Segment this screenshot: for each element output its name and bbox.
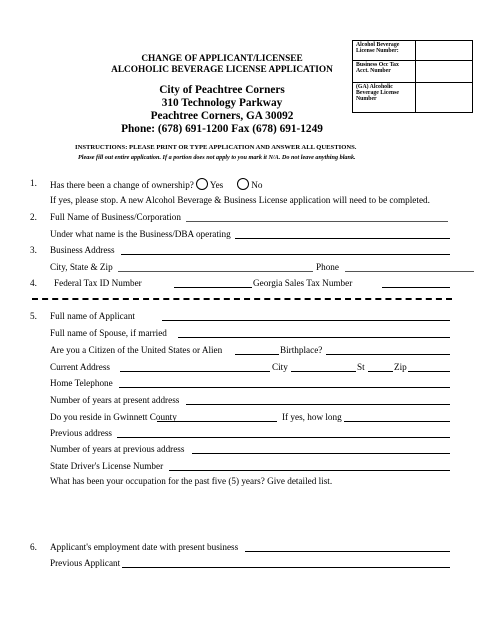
business-address-field[interactable]	[121, 254, 450, 255]
q1-note: If yes, please stop. A new Alcohol Beverage & Business License application will need to be completed.	[50, 195, 430, 205]
no-label: No	[251, 180, 263, 190]
q1-text: Has there been a change of ownership?	[50, 180, 194, 190]
citizen-field[interactable]	[235, 354, 279, 355]
years-present-field[interactable]	[186, 404, 450, 405]
alcohol-license-label: Alcohol Beverage License Number:	[353, 41, 416, 61]
yes-radio[interactable]	[196, 178, 208, 190]
applicant-name-field[interactable]	[162, 320, 450, 321]
q6-number: 6.	[30, 542, 37, 552]
fed-tax-field[interactable]	[174, 287, 252, 288]
home-phone-label: Home Telephone	[50, 378, 113, 388]
phone-label: Phone	[316, 262, 339, 272]
business-name-field[interactable]	[186, 221, 448, 222]
q1-label	[50, 178, 262, 190]
spouse-name-label: Full name of Spouse, if married	[50, 328, 167, 338]
city-state-zip: Peachtree Corners, GA 30092	[150, 110, 294, 122]
city-label: City	[272, 362, 288, 372]
state-label: St	[357, 362, 365, 372]
previous-address-label: Previous address	[50, 428, 113, 438]
office-use-box	[352, 40, 473, 113]
q3-number: 3.	[30, 245, 37, 255]
drivers-license-field[interactable]	[169, 470, 450, 471]
years-previous-label: Number of years at previous address	[50, 444, 185, 454]
business-address-label: Business Address	[50, 245, 115, 255]
city-state-zip-label: City, State & Zip	[50, 262, 113, 272]
dba-label: Under what name is the Business/DBA operating	[50, 229, 231, 239]
alcohol-license-field[interactable]	[416, 41, 473, 61]
employment-date-field[interactable]	[245, 551, 450, 552]
fed-tax-label: Federal Tax ID Number	[54, 278, 142, 288]
home-phone-field[interactable]	[119, 387, 450, 388]
current-address-field[interactable]	[120, 371, 270, 372]
gwinnett-field[interactable]	[157, 421, 277, 422]
how-long-label: If yes, how long	[282, 412, 342, 422]
instructions: INSTRUCTIONS: PLEASE PRINT OR TYPE APPLICATION AND ANSWER ALL QUESTIONS.	[75, 144, 357, 151]
yes-label: Yes	[209, 180, 224, 190]
q2-number: 2.	[30, 212, 37, 222]
no-radio[interactable]	[237, 178, 249, 190]
phone-fax: Phone: (678) 691-1200 Fax (678) 691-1249	[121, 123, 323, 135]
how-long-field[interactable]	[344, 421, 450, 422]
q2-label: Full Name of Business/Corporation	[50, 212, 181, 222]
occupation-field[interactable]	[50, 490, 450, 534]
q5-number: 5.	[30, 311, 37, 321]
zip-label: Zip	[394, 362, 407, 372]
spouse-name-field[interactable]	[178, 337, 450, 338]
gwinnett-label: Do you reside in Gwinnett County	[50, 412, 177, 422]
city-name: City of Peachtree Corners	[159, 84, 285, 96]
ga-license-label: (GA) Alcoholic Beverage License Number	[353, 83, 416, 113]
city-state-zip-field[interactable]	[118, 271, 313, 272]
birthplace-label: Birthplace?	[280, 345, 323, 355]
birthplace-field[interactable]	[326, 354, 450, 355]
city-address: 310 Technology Parkway	[161, 97, 283, 109]
dba-field[interactable]	[235, 238, 450, 239]
previous-address-field[interactable]	[117, 437, 450, 438]
ga-tax-label: Georgia Sales Tax Number	[253, 278, 353, 288]
section-divider	[32, 298, 452, 300]
ga-license-field[interactable]	[416, 83, 473, 113]
ga-tax-field[interactable]	[382, 287, 450, 288]
instructions-sub: Please fill out entire application. If a portion does not apply to you mark it N/A. Do not leave anything blank.	[78, 154, 356, 161]
citizen-label: Are you a Citizen of the United States or Alien	[50, 345, 223, 355]
city-field[interactable]	[291, 371, 356, 372]
years-present-label: Number of years at present address	[50, 395, 180, 405]
employment-date-label: Applicant's employment date with present business	[50, 542, 239, 552]
state-field[interactable]	[368, 371, 393, 372]
zip-field[interactable]	[408, 371, 450, 372]
drivers-license-label: State Driver's License Number	[50, 461, 164, 471]
form-subtitle: ALCOHOLIC BEVERAGE LICENSE APPLICATION	[111, 65, 333, 75]
phone-field[interactable]	[345, 271, 474, 272]
years-previous-field[interactable]	[192, 453, 450, 454]
occupation-label: What has been your occupation for the past five (5) years? Give detailed list.	[50, 476, 333, 486]
current-address-label: Current Address	[50, 362, 110, 372]
q4-number: 4.	[30, 278, 37, 288]
previous-applicant-label: Previous Applicant	[50, 558, 121, 568]
form-title: CHANGE OF APPLICANT/LICENSEE	[141, 54, 303, 64]
previous-applicant-field[interactable]	[122, 567, 450, 568]
q1-number: 1.	[30, 178, 37, 188]
occ-tax-field[interactable]	[416, 61, 473, 83]
occ-tax-label: Business Occ Tax Acct. Number	[353, 61, 416, 83]
applicant-name-label: Full name of Applicant	[50, 311, 135, 321]
